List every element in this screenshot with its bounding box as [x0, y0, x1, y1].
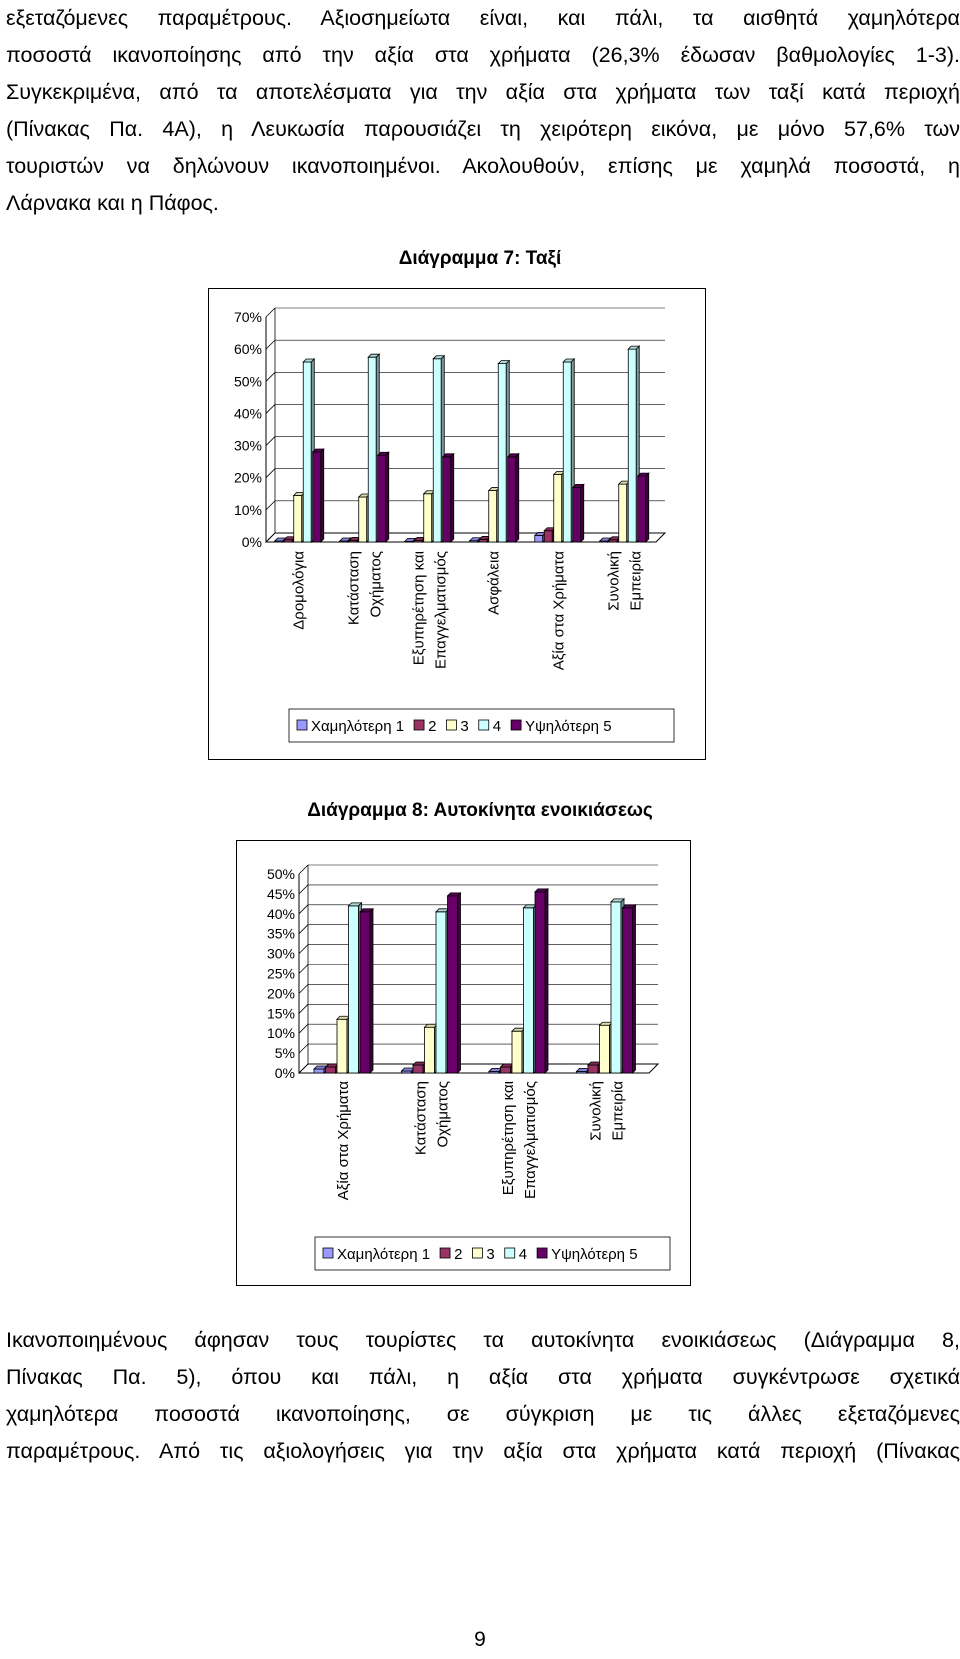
legend-label: Χαμηλότερη 1 — [311, 718, 405, 735]
bar — [535, 889, 548, 1073]
bottom-paragraph — [6, 1322, 960, 1470]
bar-front — [489, 491, 497, 542]
bar-front — [337, 1019, 347, 1073]
bar-side — [451, 454, 454, 542]
grid-tick — [299, 905, 308, 914]
y-tick-label: 50% — [233, 373, 262, 390]
bar — [512, 1028, 525, 1073]
grid-tick — [299, 1044, 308, 1053]
x-category-label: Αξία στα Χρήματα — [550, 551, 568, 671]
bar-front — [360, 912, 370, 1073]
x-category-label: Επαγγελματισμός — [432, 551, 450, 670]
bar-front — [359, 497, 367, 542]
grid-tick — [299, 1024, 308, 1033]
bar — [337, 1016, 350, 1073]
paragraph-line: παραμέτρους. Από τις αξιολογήσεις για την αξία στα χρήματα κατά περιοχή (Πίνακας — [6, 1439, 960, 1463]
paragraph-line: Πίνακας Πα. 5), όπου και πάλι, η αξία στα χρήματα συγκέντρωσε σχετικά — [6, 1365, 960, 1389]
legend-label: 4 — [492, 718, 502, 735]
legend — [289, 709, 674, 742]
bar-side — [386, 452, 389, 542]
bar-side — [581, 484, 584, 542]
bar-front — [448, 896, 458, 1073]
bar-front — [638, 476, 646, 542]
chart-title: Διάγραμμα 8: Αυτοκίνητα ενοικιάσεως — [307, 800, 653, 821]
legend-swatch — [511, 720, 521, 730]
y-tick-label: 60% — [233, 341, 262, 358]
chart-7 — [209, 289, 705, 759]
bar-side — [545, 889, 548, 1073]
bar-front — [600, 1025, 610, 1073]
chart-8-frame — [236, 840, 691, 1286]
x-category-label: Ασφάλεια — [485, 551, 503, 615]
y-tick-label: 50% — [266, 866, 295, 882]
bar-front — [498, 364, 506, 542]
bar-front — [512, 1031, 522, 1073]
x-category-label: Εξυπηρέτηση και — [410, 551, 428, 666]
bar-front — [424, 494, 432, 542]
bar — [588, 1062, 601, 1073]
bar-front — [349, 906, 359, 1073]
grid-tick — [299, 1004, 308, 1013]
paragraph-line: Συγκεκριμένα, από τα αποτελέσματα για την αξία στα χρήματα των ταξί κατά περιοχή — [6, 80, 960, 104]
y-tick-label: 45% — [266, 885, 295, 902]
bar-front — [378, 455, 386, 542]
grid-tick — [299, 865, 308, 874]
legend-label: Χαμηλότερη 1 — [337, 1246, 431, 1263]
bar-side — [646, 473, 649, 542]
legend-label: 2 — [428, 718, 437, 735]
bar-front — [573, 487, 581, 542]
bar — [638, 473, 649, 542]
x-category-label: Εμπειρία — [627, 551, 645, 611]
bar-front — [563, 362, 571, 542]
y-tick-label: 30% — [233, 437, 262, 454]
grid-tick — [266, 469, 275, 478]
y-tick-label: 25% — [266, 965, 295, 982]
legend-label: Υψηλότερη 5 — [525, 718, 612, 735]
legend-swatch — [472, 1248, 482, 1258]
bar — [577, 1068, 590, 1073]
bar — [508, 454, 519, 542]
grid-tick — [299, 984, 308, 993]
x-category-label: Συνολική — [587, 1081, 605, 1141]
bar-front — [544, 531, 552, 542]
bar — [489, 1068, 502, 1073]
bar-front — [313, 452, 321, 542]
bar — [425, 1024, 438, 1073]
paragraph-line: ποσοστά ικανοποίησης από την αξία στα χρήματα (26,3% έδωσαν βαθμολογίες 1-3). — [6, 43, 960, 67]
grid-tick — [299, 885, 308, 894]
bar-side — [370, 909, 373, 1073]
bar-front — [368, 357, 376, 542]
grid-tick — [299, 965, 308, 974]
grid-tick — [299, 945, 308, 954]
bar — [436, 909, 449, 1073]
legend-swatch — [446, 720, 456, 730]
bar — [501, 1064, 514, 1073]
bar-front — [413, 1065, 423, 1073]
bar-front — [588, 1065, 598, 1073]
bar-front — [326, 1067, 336, 1073]
bar-front — [524, 908, 534, 1073]
chart-8 — [237, 841, 690, 1285]
grid-tick — [266, 437, 275, 446]
bar — [573, 484, 584, 542]
bar — [402, 1068, 415, 1073]
y-tick-label: 15% — [266, 1005, 295, 1022]
legend-label: 3 — [486, 1246, 495, 1263]
y-tick-label: 0% — [274, 1065, 295, 1081]
x-category-label: Εξυπηρέτηση και — [499, 1081, 517, 1196]
legend-swatch — [414, 720, 424, 730]
grid-tick — [266, 404, 275, 413]
bar — [349, 903, 362, 1073]
grid-tick — [266, 308, 275, 317]
x-category-label: Κατάσταση — [412, 1081, 430, 1156]
paragraph-line: (Πίνακας Πα. 4Α), η Λευκωσία παρουσιάζει τη χειρότερη εικόνα, με μόνο 57,6% των — [6, 117, 960, 141]
bar-front — [436, 912, 446, 1073]
legend — [315, 1237, 670, 1270]
paragraph-line: Λάρνακα και η Πάφος. — [6, 191, 219, 215]
grid-tick — [266, 372, 275, 381]
grid-tick — [299, 925, 308, 934]
bar-front — [628, 349, 636, 542]
x-category-label: Συνολική — [605, 551, 623, 611]
bar-front — [433, 359, 441, 542]
legend-label: 3 — [460, 718, 469, 735]
y-tick-label: 70% — [233, 309, 262, 325]
chart-title: Διάγραμμα 7: Ταξί — [398, 248, 562, 269]
y-tick-label: 35% — [266, 925, 295, 942]
legend-label: 4 — [518, 1246, 528, 1263]
bar-front — [535, 536, 543, 542]
y-tick-label: 20% — [233, 469, 262, 486]
paragraph-line: τουριστών να δηλώνουν ικανοποιημένοι. Ακολουθούν, επίσης με χαμηλά ποσοστά, η — [6, 154, 960, 178]
bar — [413, 1062, 426, 1073]
bar — [313, 449, 324, 542]
y-tick-label: 10% — [233, 501, 262, 518]
x-category-label: Οχήματος — [367, 551, 385, 618]
x-category-label: Αξία στα Χρήματα — [334, 1081, 352, 1201]
gridlines — [266, 308, 665, 542]
legend-swatch — [323, 1248, 333, 1258]
legend-swatch — [479, 720, 489, 730]
bar — [524, 905, 537, 1073]
legend-label: Υψηλότερη 5 — [551, 1246, 638, 1263]
bar-side — [458, 893, 461, 1073]
x-category-label: Δρομολόγια — [290, 551, 308, 630]
legend-swatch — [297, 720, 307, 730]
top-paragraph — [6, 0, 960, 222]
legend-swatch — [537, 1248, 547, 1258]
x-category-label: Κατάσταση — [345, 551, 363, 626]
bar-front — [294, 495, 302, 542]
x-category-label: Επαγγελματισμός — [521, 1081, 539, 1200]
bar-front — [535, 892, 545, 1073]
bar-front — [508, 457, 516, 542]
bar-front — [443, 457, 451, 542]
bar-front — [501, 1067, 511, 1073]
x-category-label: Οχήματος — [434, 1081, 452, 1148]
page-number: 9 — [474, 1628, 486, 1651]
y-tick-label: 40% — [233, 405, 262, 422]
paragraph-line: χαμηλότερα ποσοστά ικανοποίησης, σε σύγκριση με τις άλλες εξεταζόμενες — [6, 1402, 960, 1426]
bar-front — [554, 475, 562, 543]
y-tick-label: 5% — [274, 1045, 295, 1062]
bar — [360, 909, 373, 1073]
paragraph-line: Ικανοποιημένους άφησαν τους τουρίστες τα αυτοκίνητα ενοικιάσεως (Διάγραμμα 8, — [6, 1328, 960, 1352]
y-tick-label: 40% — [266, 905, 295, 922]
legend-swatch — [505, 1248, 515, 1258]
legend-swatch — [440, 1248, 450, 1258]
x-category-label: Εμπειρία — [609, 1081, 627, 1141]
bar — [611, 899, 624, 1073]
bar-front — [611, 902, 621, 1073]
bar-side — [516, 454, 519, 542]
bar — [326, 1064, 339, 1073]
bar — [378, 452, 389, 542]
chart-7-frame — [208, 288, 706, 760]
bar — [600, 1022, 613, 1073]
y-tick-label: 0% — [241, 534, 262, 550]
y-tick-label: 20% — [266, 985, 295, 1002]
bar-front — [619, 484, 627, 542]
bar-front — [623, 908, 633, 1073]
bar-side — [633, 905, 636, 1073]
bar — [623, 905, 636, 1073]
paragraph-line: εξεταζόμενες παραμέτρους. Αξιοσημείωτα είναι, και πάλι, τα αισθητά χαμηλότερα — [6, 6, 960, 30]
y-tick-label: 30% — [266, 945, 295, 962]
y-tick-label: 10% — [266, 1025, 295, 1042]
grid-tick — [266, 501, 275, 510]
bar — [443, 454, 454, 542]
legend-label: 2 — [454, 1246, 463, 1263]
bar-front — [425, 1027, 435, 1073]
grid-tick — [266, 340, 275, 349]
bar-front — [314, 1069, 324, 1073]
bar-side — [321, 449, 324, 542]
bar-front — [303, 362, 311, 542]
bar — [448, 893, 461, 1073]
